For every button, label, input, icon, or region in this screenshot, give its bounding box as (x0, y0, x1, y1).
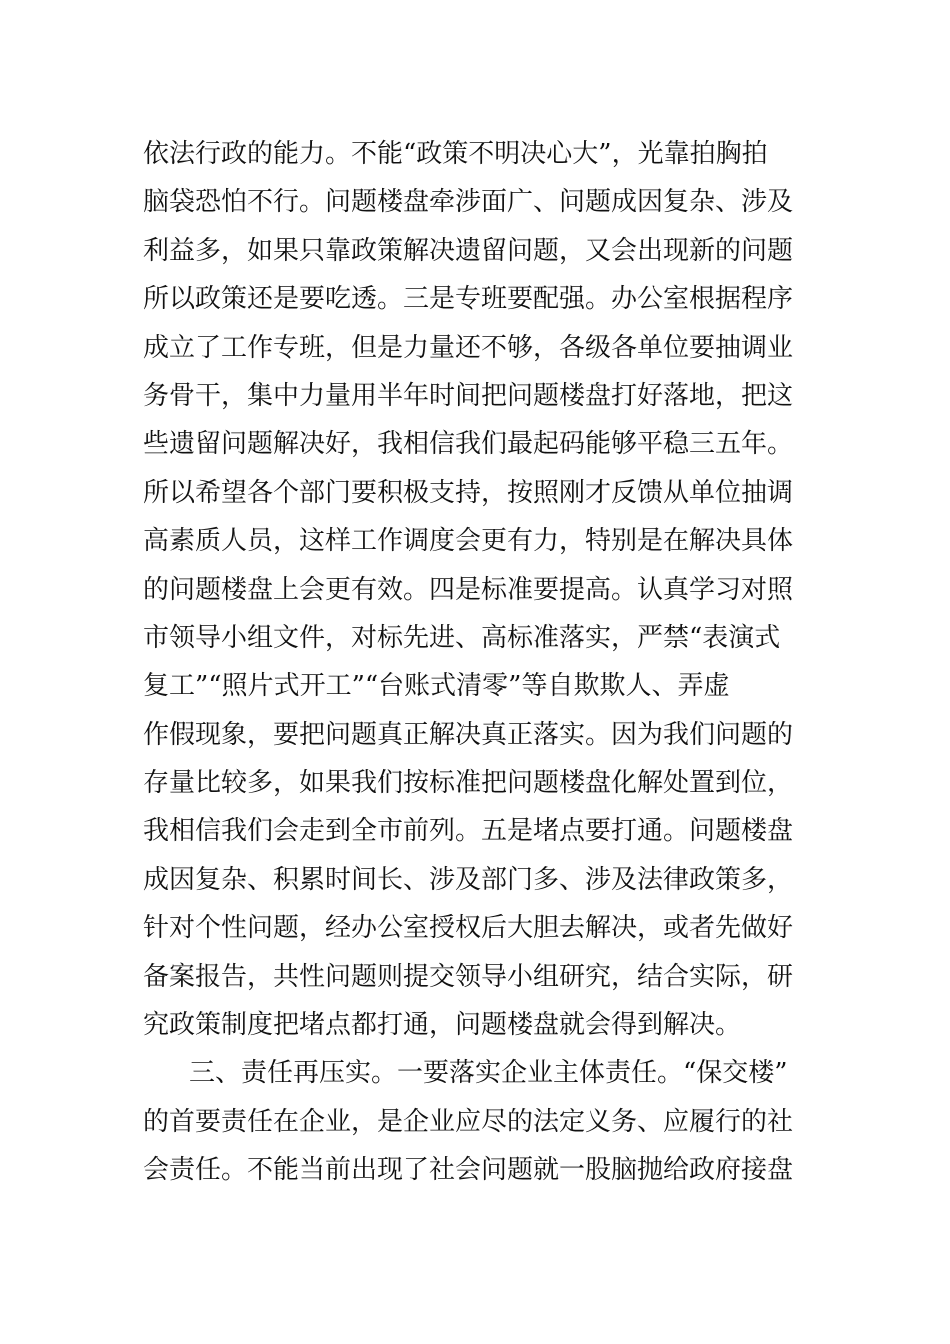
text-line: 备案报告，共性问题则提交领导小组研究，结合实际，研 (143, 961, 794, 992)
text-line: 成立了工作专班，但是力量还不够，各级各单位要抽调业 (143, 332, 794, 363)
text-line: 所以政策还是要吃透。三是专班要配强。办公室根据程序 (143, 284, 794, 315)
text-line: 成因复杂、积累时间长、涉及部门多、涉及法律政策多， (143, 864, 794, 895)
text-line: 市领导小组文件，对标先进、高标准落实，严禁“表演式 (143, 622, 781, 653)
text-line: 的问题楼盘上会更有效。四是标准要提高。认真学习对照 (143, 574, 794, 605)
body-text (143, 130, 823, 1195)
text-line: 究政策制度把堵点都打通，问题楼盘就会得到解决。 (143, 1010, 742, 1041)
text-line: 存量比较多，如果我们按标准把问题楼盘化解处置到位， (143, 768, 794, 799)
text-line: 些遗留问题解决好，我相信我们最起码能够平稳三五年。 (143, 429, 794, 460)
text-line: 会责任。不能当前出现了社会问题就一股脑抛给政府接盘 (143, 1155, 794, 1186)
text-line: 务骨干，集中力量用半年时间把问题楼盘打好落地，把这 (143, 380, 794, 411)
text-line: 依法行政的能力。不能“政策不明决心大”，光靠拍胸拍 (143, 139, 768, 169)
text-line: 作假现象，要把问题真正解决真正落实。因为我们问题的 (143, 719, 794, 750)
text-line: 我相信我们会走到全市前列。五是堵点要打通。问题楼盘 (143, 816, 794, 847)
text-line: 脑袋恐怕不行。问题楼盘牵涉面广、问题成因复杂、涉及 (143, 187, 794, 218)
text-line: 高素质人员，这样工作调度会更有力，特别是在解决具体 (143, 526, 794, 557)
text-line: 利益多，如果只靠政策解决遗留问题，又会出现新的问题 (143, 235, 794, 266)
section-heading-line: 三、责任再压实。一要落实企业主体责任。“保交楼” (189, 1058, 788, 1089)
text-line: 的首要责任在企业，是企业应尽的法定义务、应履行的社 (143, 1106, 794, 1137)
text-line: 所以希望各个部门要积极支持，按照刚才反馈从单位抽调 (143, 477, 794, 508)
text-line: 针对个性问题，经办公室授权后大胆去解决，或者先做好 (143, 913, 794, 944)
text-line: 复工”“照片式开工”“台账式清零”等自欺欺人、弄虚 (143, 671, 730, 702)
